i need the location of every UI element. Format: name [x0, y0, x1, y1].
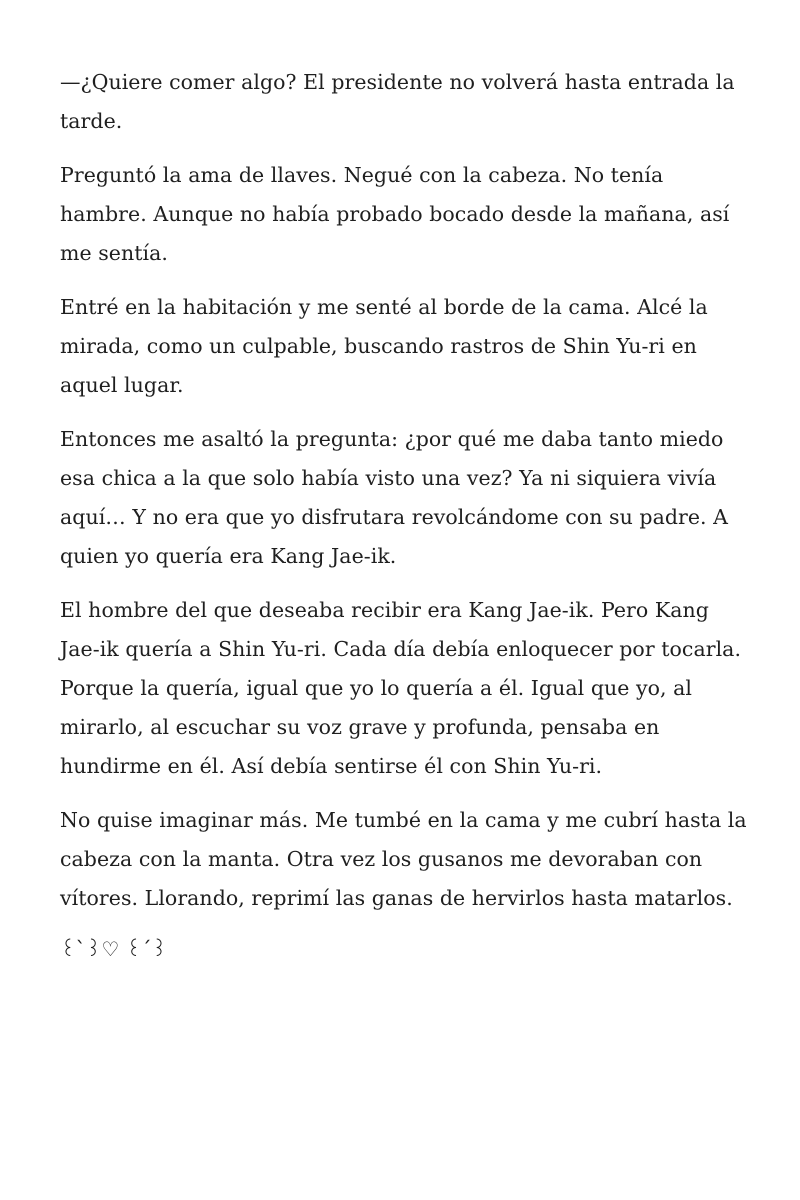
paragraph-5: El hombre del que deseaba recibir era Kang Jae-ik. Pero Kang Jae-ik quería a Shin Yu-ri. Cada día debía enloquecer por tocarla. Porque la quería, igual que yo lo quería a él. Igual que yo, al mirarlo, al escuchar su voz grave y profunda, pensaba en hundirme en él. Así debía sentirse él con Shin Yu-ri.: [60, 598, 742, 778]
document-page: [60, 63, 750, 965]
ornament-separator: ꒰`꒱♡ ꒰´꒱: [60, 937, 168, 961]
paragraph-3: Entré en la habitación y me senté al borde de la cama. Alcé la mirada, como un culpable, buscando rastros de Shin Yu-ri en aquel lugar.: [60, 295, 708, 397]
paragraph-6: No quise imaginar más. Me tumbé en la cama y me cubrí hasta la cabeza con la manta. Otra vez los gusanos me devoraban con vítores. Llorando, reprimí las ganas de hervirlos hasta matarlos.: [60, 808, 747, 910]
paragraph-2: Preguntó la ama de llaves. Negué con la cabeza. No tenía hambre. Aunque no había probado bocado desde la mañana, así me sentía.: [60, 163, 730, 265]
paragraph-1: —¿Quiere comer algo? El presidente no volverá hasta entrada la tarde.: [60, 70, 735, 133]
paragraph-4: Entonces me asaltó la pregunta: ¿por qué me daba tanto miedo esa chica a la que solo había visto una vez? Ya ni siquiera vivía aquí… Y no era que yo disfrutara revolcándome con su padre. A quien yo quería era Kang Jae-ik.: [60, 427, 729, 568]
